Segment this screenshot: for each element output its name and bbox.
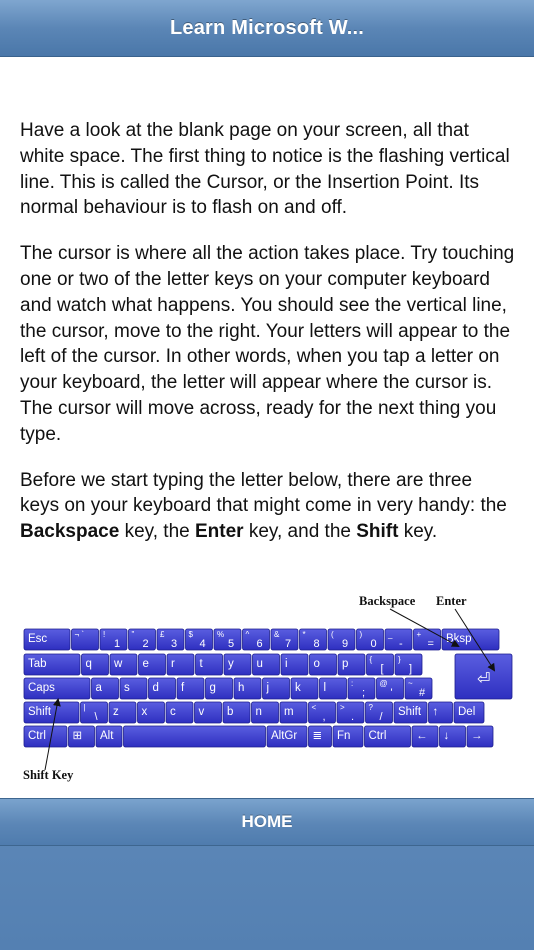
keyboard-key [291, 678, 318, 699]
keyboard-key [129, 629, 156, 650]
shift-term: Shift [356, 521, 399, 543]
key-shift-label: | [83, 703, 86, 712]
keyboard-key [310, 654, 337, 675]
keyboard-key [24, 726, 67, 747]
keyboard-key [320, 678, 347, 699]
keyboard-key [263, 678, 290, 699]
key-shift-label: ¬ ` [74, 630, 85, 639]
keyboard-key [167, 654, 194, 675]
key-shift-label: ) [359, 630, 363, 639]
keyboard-key [149, 678, 176, 699]
keyboard-key [124, 726, 266, 747]
key-label: e [142, 658, 149, 670]
key-shift-label: @ [379, 679, 388, 688]
key-label: g [209, 682, 216, 694]
enter-key-symbol: ⏎ [477, 669, 491, 688]
keyboard-key [166, 702, 193, 723]
keyboard-illustration [20, 593, 514, 786]
key-label: , [322, 711, 326, 723]
keyboard-key [196, 654, 223, 675]
keyboard-key [385, 629, 412, 650]
keyboard-key [223, 702, 250, 723]
key-shift-label: : [351, 679, 354, 688]
key-label: 2 [142, 638, 149, 650]
keyboard-key [96, 726, 122, 747]
keyboard-key [157, 629, 184, 650]
key-shift-label: & [274, 630, 280, 639]
key-label: i [285, 658, 288, 670]
keyboard-key [280, 702, 307, 723]
key-label: d [152, 682, 159, 694]
keyboard-key [271, 629, 298, 650]
key-label: m [284, 706, 294, 718]
key-label: . [351, 711, 355, 723]
key-shift-label: _ [388, 630, 393, 639]
keyboard-key [328, 629, 355, 650]
keyboard-key [300, 629, 327, 650]
key-shift-label: > [340, 703, 345, 712]
keyboard-key [206, 678, 233, 699]
keyboard-key [412, 726, 438, 747]
keyboard-key [24, 629, 70, 650]
keyboard-key [138, 702, 165, 723]
keyboard-key [348, 678, 375, 699]
key-shift-label: ^ [245, 630, 250, 639]
key-shift-label: { [369, 655, 373, 664]
key-label: Tab [28, 658, 47, 670]
keyboard-key [72, 629, 99, 650]
key-label: t [199, 658, 203, 670]
key-label: ⊞ [72, 730, 83, 742]
key-shift-label: * [302, 630, 306, 639]
home-button[interactable] [0, 798, 534, 846]
key-label: [ [380, 663, 384, 675]
key-label: o [313, 658, 320, 670]
key-shift-label: ~ [408, 679, 413, 688]
keyboard-key [214, 629, 241, 650]
key-label: f [181, 682, 185, 694]
keyboard-key [377, 678, 404, 699]
keyboard-key [442, 629, 499, 650]
keyboard-key [24, 678, 90, 699]
key-shift-label: £ [160, 630, 165, 639]
key-shift-label: } [398, 655, 401, 664]
key-shift-label: ! [103, 630, 106, 639]
keyboard-key [224, 654, 251, 675]
paragraph-cursor: The cursor is where all the action takes place. Try touching one or two of the letter keys on your computer keyboard and watch what happens. You should see the vertical line, the cursor, move to the right. Your letters will appear to the left of the cursor. In other words, when you tap a letter on your keyboard, the letter will appear where the cursor is. The cursor will move across, ready for the next thing you type. [20, 243, 515, 445]
text-segment: key. [398, 521, 438, 543]
key-label: / [379, 711, 383, 723]
key-label: 5 [228, 638, 235, 650]
paragraph-handy-keys [20, 468, 516, 545]
shift-annotation: Shift Key [23, 768, 74, 782]
keyboard-key [365, 726, 411, 747]
nav-bar [0, 0, 534, 57]
keyboard-diagram [20, 593, 514, 786]
key-label: v [198, 706, 205, 718]
keyboard-key [69, 726, 95, 747]
keyboard-key [454, 702, 484, 723]
keyboard-key [395, 654, 422, 675]
key-label: - [399, 638, 403, 650]
key-shift-label: ? [368, 703, 373, 712]
key-shift-label: " [131, 630, 135, 639]
keyboard-key [309, 726, 332, 747]
backspace-term: Backspace [20, 521, 120, 543]
key-label: h [238, 682, 245, 694]
keyboard-key [110, 654, 137, 675]
keyboard-key [405, 678, 432, 699]
key-label: p [342, 658, 349, 670]
key-label: 3 [171, 638, 178, 650]
keyboard-key [429, 702, 453, 723]
keyboard-key [24, 654, 80, 675]
key-label: ≣ [312, 730, 323, 742]
home-button-label: HOME [241, 812, 293, 831]
keyboard-key [333, 726, 363, 747]
enter-key [455, 654, 512, 699]
key-label: → [471, 730, 483, 742]
key-label: \ [94, 711, 98, 723]
keyboard-key [414, 629, 441, 650]
key-label: c [170, 706, 176, 718]
keyboard-key [234, 678, 261, 699]
key-label: Shift [398, 706, 422, 718]
keyboard-key [186, 629, 213, 650]
key-label: Fn [337, 730, 351, 742]
text-segment: key, the [119, 521, 195, 543]
keyboard-key [440, 726, 466, 747]
key-label: ↓ [443, 730, 450, 742]
keyboard-key [109, 702, 136, 723]
key-shift-label: ( [331, 630, 334, 639]
keyboard-key [309, 702, 336, 723]
key-label: ↑ [432, 706, 439, 718]
keyboard-key [120, 678, 147, 699]
key-label: Del [458, 706, 476, 718]
keyboard-key [243, 629, 270, 650]
key-label: ← [416, 730, 428, 742]
keyboard-key [195, 702, 222, 723]
keyboard-key [467, 726, 493, 747]
key-shift-label: % [217, 630, 225, 639]
key-label: k [295, 682, 301, 694]
key-label: Ctrl [28, 730, 46, 742]
keyboard-key [357, 629, 384, 650]
paragraph-blank-page: Have a look at the blank page on your screen, all that white space. The first thing to notice is the flashing vertical line. This is called the Cursor, or the Insertion Point. Its normal behaviour is to flash on and off. [20, 120, 510, 219]
keyboard-key [139, 654, 166, 675]
key-label: l [323, 682, 327, 694]
key-label: 4 [199, 638, 206, 650]
key-label: r [171, 658, 175, 670]
key-label: ] [409, 663, 413, 675]
key-label: j [266, 682, 270, 694]
key-label: 8 [313, 638, 320, 650]
key-label: 1 [114, 638, 121, 650]
key-label: = [427, 638, 434, 650]
key-label: ; [362, 687, 366, 699]
backspace-annotation: Backspace [359, 594, 416, 608]
key-label: 7 [285, 638, 292, 650]
text-segment: key, and the [243, 521, 357, 543]
text-segment: Before we start typing the letter below, there are three keys on your keyboard that might come in very handy: the [20, 469, 507, 517]
key-label: x [141, 706, 148, 718]
key-label: Alt [100, 730, 114, 742]
key-label: z [113, 706, 119, 718]
key-label: AltGr [271, 730, 298, 742]
keyboard-key [267, 726, 307, 747]
keyboard-key [252, 702, 279, 723]
key-label: w [114, 658, 123, 670]
keyboard-key [338, 654, 365, 675]
page-title: Learn Microsoft W... [169, 16, 365, 39]
keyboard-key [81, 702, 108, 723]
keyboard-key [82, 654, 109, 675]
key-label: 0 [370, 638, 377, 650]
key-label: s [124, 682, 130, 694]
keyboard-key [177, 678, 204, 699]
key-label: # [419, 687, 426, 699]
keyboard-key [366, 702, 393, 723]
keyboard-key [100, 629, 127, 650]
key-label: y [228, 658, 234, 670]
keyboard-key [24, 702, 79, 723]
key-label: Esc [28, 633, 48, 645]
keyboard-key [281, 654, 308, 675]
key-label: Shift [28, 706, 52, 718]
key-label: ' [390, 687, 393, 699]
key-label: b [227, 706, 234, 718]
keyboard-key [337, 702, 364, 723]
key-label: u [256, 658, 263, 670]
key-shift-label: $ [188, 630, 193, 639]
key-label: Bksp [446, 633, 472, 645]
key-shift-label: + [416, 630, 422, 639]
keyboard-key [394, 702, 427, 723]
keyboard-key [253, 654, 280, 675]
keyboard-key [92, 678, 119, 699]
key-shift-label: < [311, 703, 317, 712]
key-label: 9 [342, 638, 349, 650]
key-label: Caps [28, 682, 55, 694]
key-label: 6 [256, 638, 263, 650]
key-label: q [85, 658, 92, 670]
lesson-content [20, 118, 516, 565]
enter-term: Enter [194, 521, 244, 543]
key-label: Ctrl [368, 730, 387, 742]
key-label: a [95, 682, 102, 694]
key-label: n [255, 706, 262, 718]
keyboard-key [367, 654, 394, 675]
enter-annotation: Enter [436, 594, 467, 608]
